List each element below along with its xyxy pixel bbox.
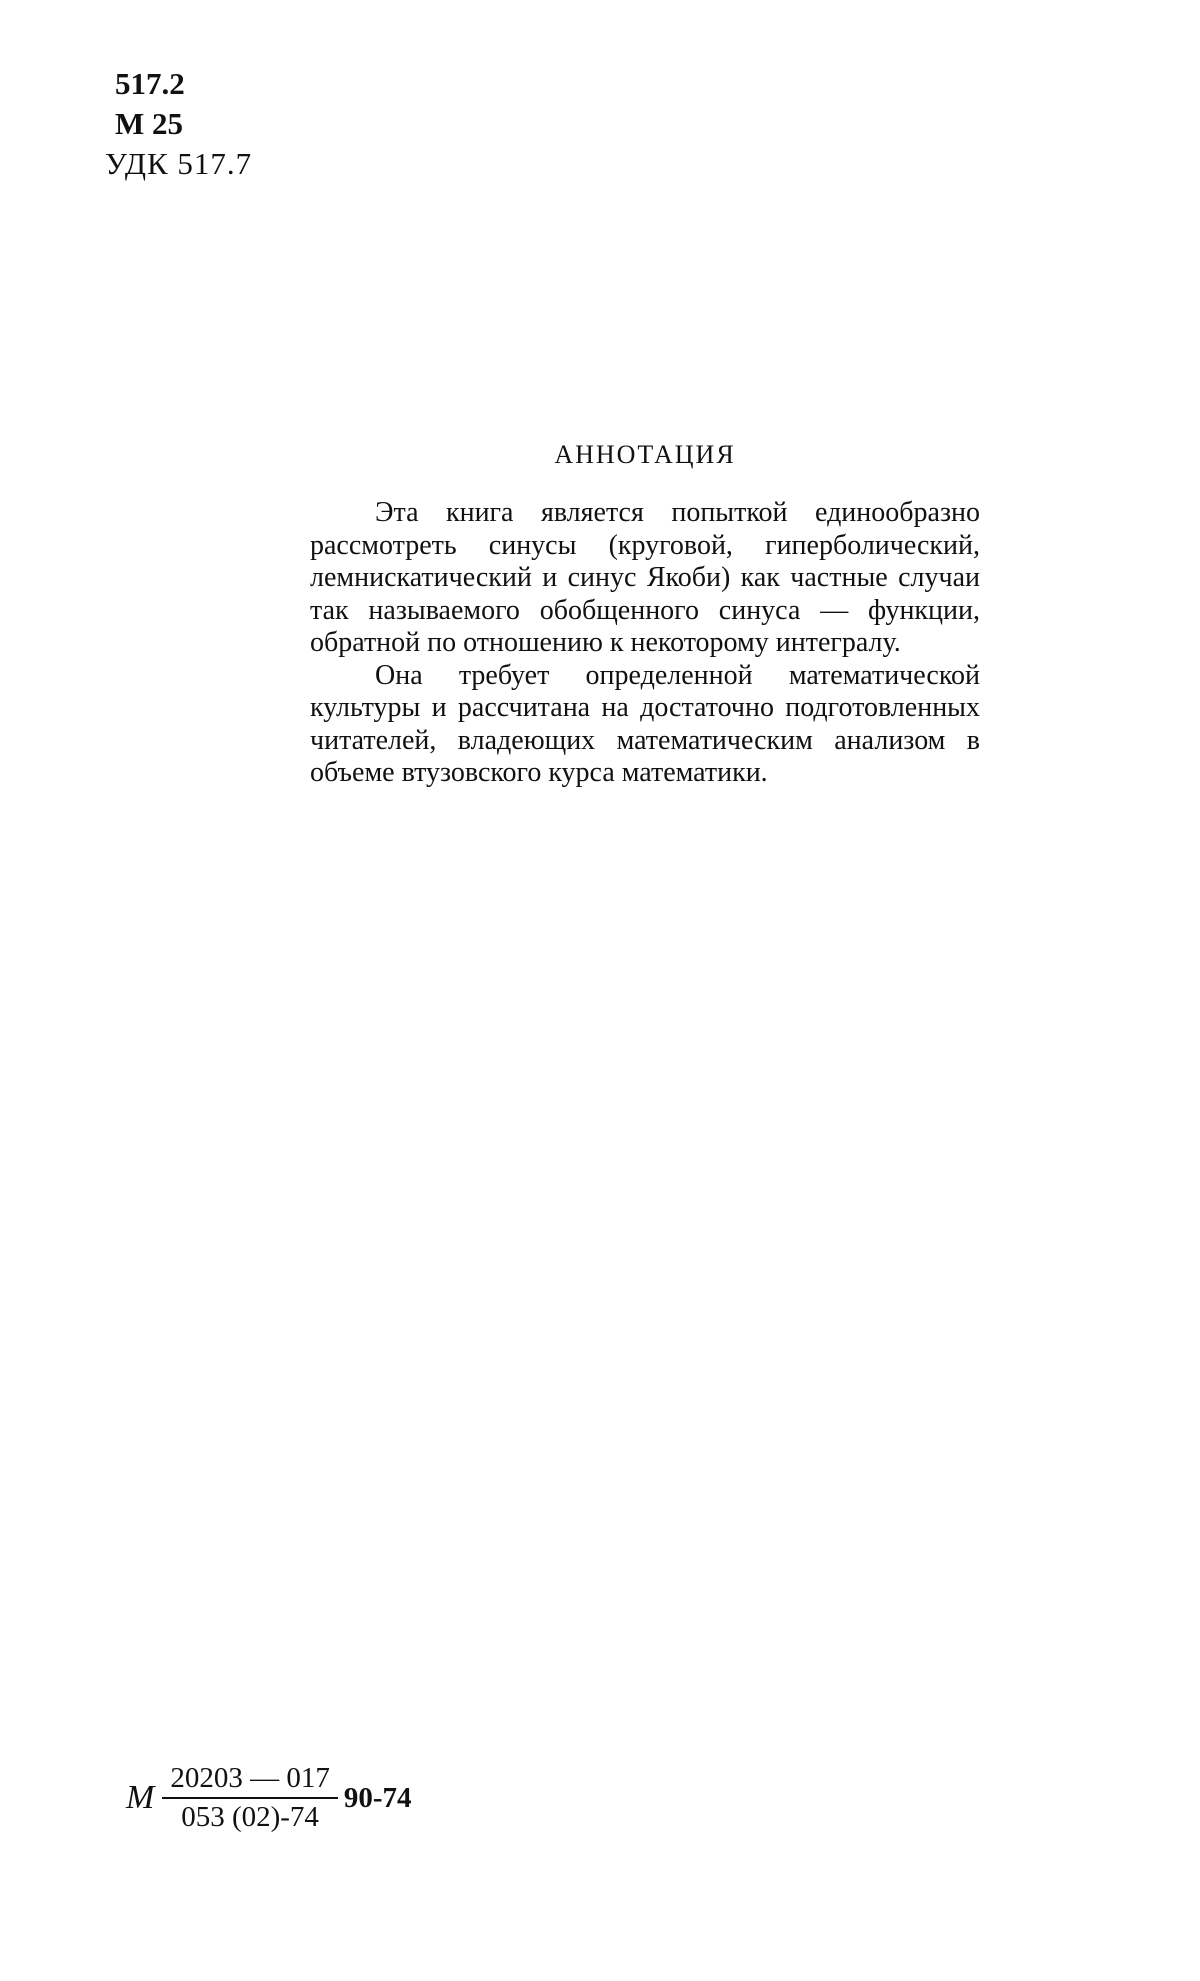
annotation-body — [310, 497, 980, 790]
catalog-number — [126, 1762, 412, 1834]
annotation-paragraph: Эта книга является попыткой единообразно рассмотреть синусы (круговой, гиперболический, лемнискатический и синус Якоби) как частные случаи так называемого обобщенного синуса — функции, обратной по отношению к некоторому интегралу. — [310, 497, 980, 658]
catalog-fraction — [162, 1762, 338, 1834]
catalog-suffix: 90-74 — [343, 1781, 412, 1814]
catalog-numerator: 20203 — 017 — [162, 1762, 338, 1799]
udk-index: УДК 517.7 — [105, 146, 253, 181]
author-mark: М 25 — [115, 106, 184, 141]
annotation-title: АННОТАЦИЯ — [554, 440, 736, 469]
classification-codes — [105, 64, 252, 184]
catalog-prefix: М — [126, 1779, 155, 1816]
bbk-index: 517.2 — [115, 66, 185, 101]
catalog-denominator: 053 (02)-74 — [181, 1801, 319, 1833]
annotation-paragraph: Она требует определенной математической культуры и рассчитана на достаточно подготовленных читателей, владеющих математическим анализом в объеме втузовского курса математики. — [310, 659, 980, 788]
